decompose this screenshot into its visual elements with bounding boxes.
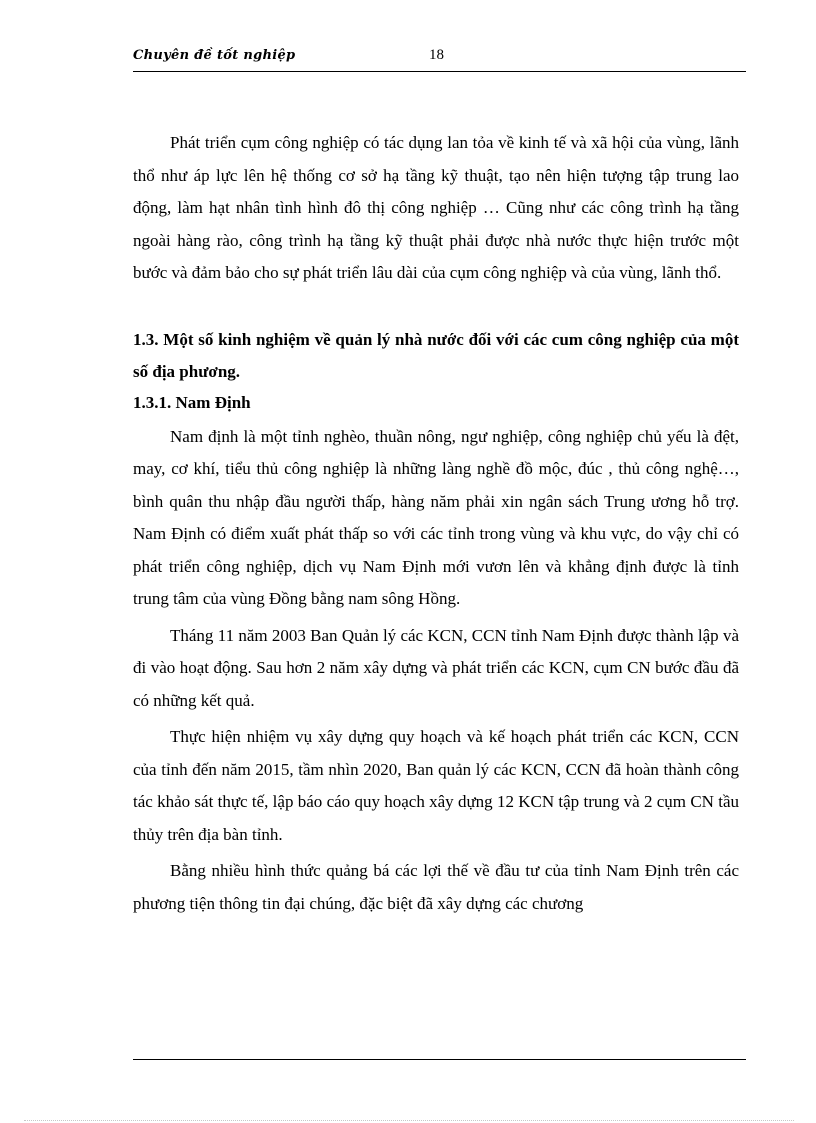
paragraph-3: Tháng 11 năm 2003 Ban Quản lý các KCN, CCN tỉnh Nam Định được thành lập và đi vào hoạt động. Sau hơn 2 năm xây dựng và phát triển các KCN, cụm CN bước đầu đã có những kết quả.	[133, 625, 739, 710]
section-heading: 1.3. Một số kinh nghiệm về quản lý nhà nước đối với các cum công nghiệp của một số địa phương.	[133, 329, 739, 381]
document-body	[133, 127, 739, 920]
paragraph-2: Nam định là một tỉnh nghèo, thuần nông, ngư nghiệp, công nghiệp chủ yếu là đệt, may, cơ khí, tiểu thủ công nghiệp là những làng nghề đồ mộc, đúc , thủ công nghệ…, bình quân thu nhập đầu người thấp, hàng năm phải xin ngân sách Trung ương hỗ trợ. Nam Định có điểm xuất phát thấp so với các tỉnh trong vùng và khu vực, do vậy chỉ có phát triển công nghiệp, dịch vụ Nam Định mới vươn lên và khẳng định được là tỉnh trung tâm của vùng Đồng bằng nam sông Hồng.	[133, 426, 739, 608]
paragraph-4: Thực hiện nhiệm vụ xây dựng quy hoạch và kế hoạch phát triển các KCN, CCN của tỉnh đến năm 2015, tầm nhìn 2020, Ban quản lý các KCN, CCN đã hoàn thành công tác khảo sát thực tế, lập báo cáo quy hoạch xây dựng 12 KCN tập trung và 2 cụm CN tầu thủy trên địa bàn tỉnh.	[133, 727, 739, 844]
page-number: 18	[429, 47, 444, 63]
subsection-heading: 1.3.1. Nam Định	[133, 392, 251, 412]
footer-divider	[133, 1059, 746, 1060]
header-divider	[133, 71, 746, 72]
paragraph-1: Phát triển cụm công nghiệp có tác dụng lan tỏa về kinh tế và xã hội của vùng, lãnh thổ như áp lực lên hệ thống cơ sở hạ tầng kỹ thuật, tạo nên hiện tượng tập trung lao động, làm hạt nhân tình hình đô thị công nghiệp … Cũng như các công trình hạ tầng ngoài hàng rào, công trình hạ tầng kỹ thuật phải được nhà nước thực hiện trước một bước và đảm bảo cho sự phát triển lâu dài của cụm công nghiệp và của vùng, lãnh thổ.	[133, 133, 739, 282]
page-header	[133, 48, 746, 72]
page-bottom-edge	[24, 1120, 794, 1121]
header-title: Chuyên đề tốt nghiệp	[133, 48, 296, 63]
paragraph-5: Bằng nhiều hình thức quảng bá các lợi thế về đầu tư của tỉnh Nam Định trên các phương tiện thông tin đại chúng, đặc biệt đã xây dựng các chương	[133, 861, 739, 913]
